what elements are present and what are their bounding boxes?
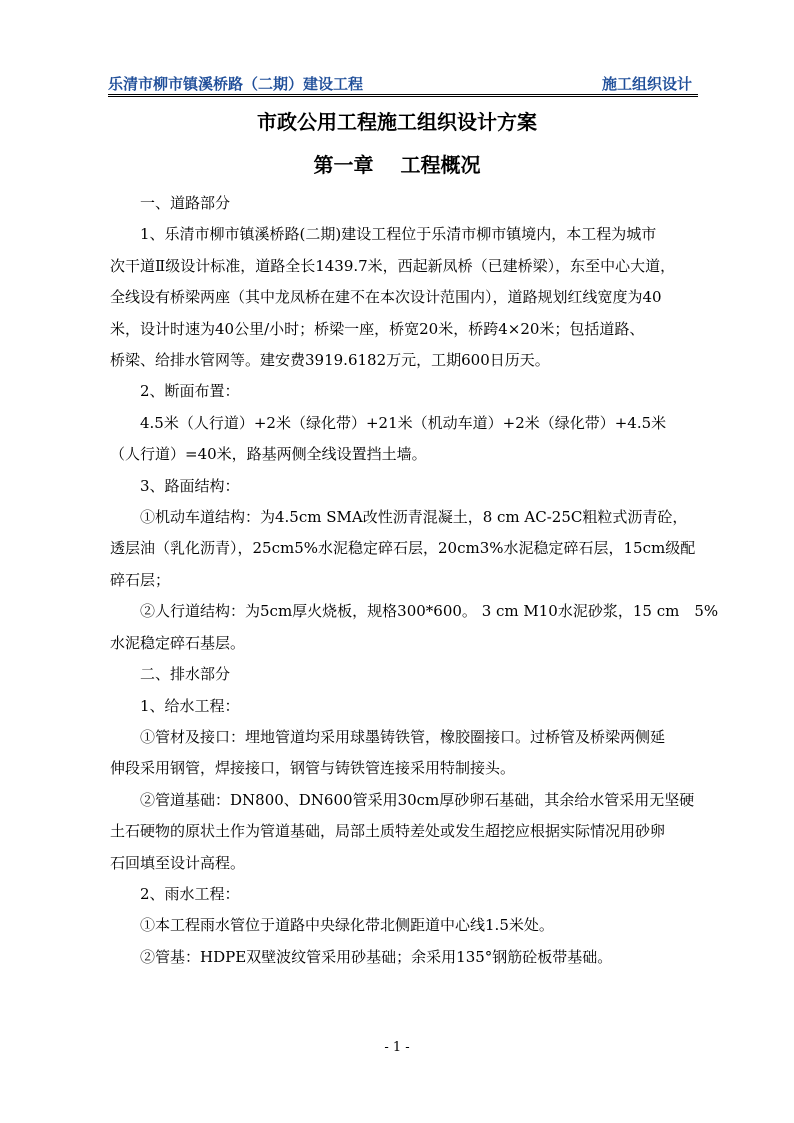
header-divider (108, 96, 698, 97)
paragraph-line: 伸段采用钢管，焊接接口，钢管与铸铁管连接采用特制接头。 (110, 759, 516, 778)
paragraph-line: 4.5米（人行道）+2米（绿化带）+21米（机动车道）+2米（绿化带）+4.5米 (140, 413, 667, 432)
paragraph-line: 透层油（乳化沥青），25cm5%水泥稳定碎石层，20cm3%水泥稳定碎石层，15cm级配 (110, 539, 696, 558)
paragraph-line: 1、给水工程： (140, 696, 240, 715)
paragraph-line: ①机动车道结构：为4.5cm SMA改性沥青混凝土，8 cm AC-25C粗粒式沥青砼， (140, 508, 688, 527)
paragraph-line: 土石硬物的原状土作为管道基础，局部土质特差处或发生超挖应根据实际情况用砂卵 (110, 822, 666, 841)
paragraph-line: 2、雨水工程： (140, 884, 240, 903)
paragraph-line: 石回填至设计高程。 (110, 853, 246, 872)
paragraph-line: 二、排水部分 (140, 665, 231, 684)
paragraph-line: 次干道Ⅱ级设计标准，道路全长1439.7米，西起新凤桥（已建桥梁），东至中心大道， (110, 256, 676, 275)
header-project-title: 乐清市柳市镇溪桥路（二期）建设工程 (108, 75, 364, 93)
paragraph-line: ②管道基础：DN800、DN600管采用30cm厚砂卵石基础，其余给水管采用无坚硬 (140, 790, 695, 809)
paragraph-line: （人行道）=40米，路基两侧全线设置挡土墙。 (110, 445, 427, 464)
paragraph-line: 1、乐清市柳市镇溪桥路(二期)建设工程位于乐清市柳市镇境内，本工程为城市 (140, 225, 657, 244)
document-body (110, 188, 719, 973)
document-title: 市政公用工程施工组织设计方案 (257, 110, 537, 134)
header-section-title: 施工组织设计 (601, 75, 692, 93)
paragraph-line: 米，设计时速为40公里/小时；桥梁一座，桥宽20米，桥跨4×20米；包括道路、 (110, 319, 645, 338)
paragraph-line: 水泥稳定碎石基层。 (110, 633, 246, 652)
page-number: - 1 - (384, 1040, 410, 1055)
paragraph-line: 一、道路部分 (140, 194, 231, 212)
paragraph-line: 全线设有桥梁两座（其中龙凤桥在建不在本次设计范围内），道路规划红线宽度为40 (110, 288, 662, 307)
paragraph-line: 3、路面结构： (140, 476, 240, 495)
paragraph-line: ①管材及接口：埋地管道均采用球墨铸铁管，橡胶圈接口。过桥管及桥梁两侧延 (140, 727, 666, 746)
paragraph-line: ②人行道结构：为5cm厚火烧板，规格300*600。 3 cm M10水泥砂浆，15 cm 5% (140, 602, 719, 621)
paragraph-line: 桥梁、给排水管网等。建安费3919.6182万元，工期600日历天。 (110, 351, 550, 370)
paragraph-line: 碎石层； (110, 570, 171, 589)
chapter-heading: 第一章 工程概况 (313, 153, 481, 177)
paragraph-line: 2、断面布置： (140, 382, 240, 401)
page-header (108, 72, 698, 95)
paragraph-line: ①本工程雨水管位于道路中央绿化带北侧距道中心线1.5米处。 (140, 916, 554, 935)
paragraph-line: ②管基：HDPE双壁波纹管采用砂基础；余采用135°钢筋砼板带基础。 (140, 947, 613, 966)
